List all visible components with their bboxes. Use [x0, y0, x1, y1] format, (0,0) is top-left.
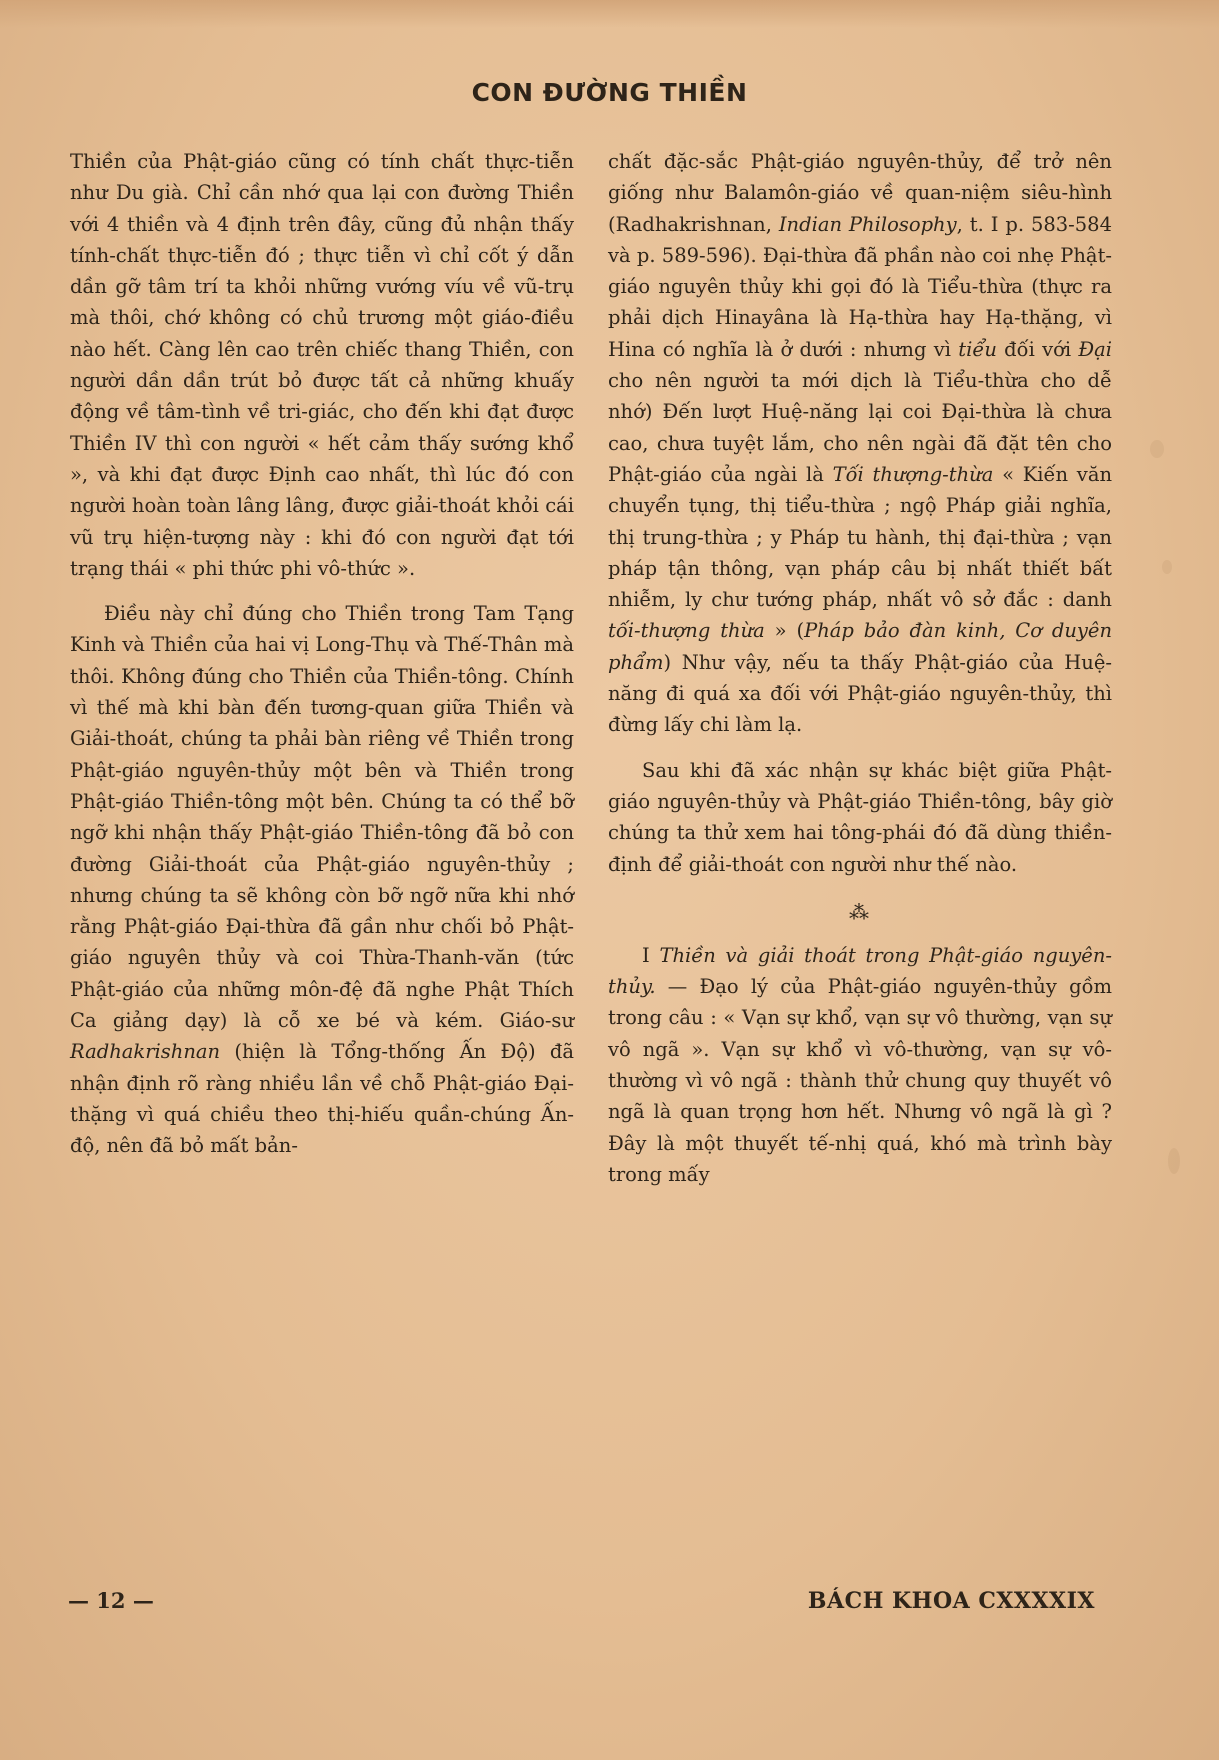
text-run: « Kiến văn chuyển tụng, thị tiểu-thừa ; ngộ Pháp giải nghĩa, thị trung-thừa ; y Pháp tu hành, thị đại-thừa ; vạn pháp tận thông, vạn pháp câu bị nhất thiết bất nhiễm, ly chư tướng pháp, nhất vô sở đắc : danh	[608, 462, 1112, 612]
emphasis: tối-thượng thừa	[608, 619, 765, 643]
paper-stain	[1150, 440, 1164, 458]
text-run: Điều này chỉ đúng cho Thiền trong Tam Tạng Kinh và Thiền của hai vị Long-Thụ và Thế-Thân mà thôi. Không đúng cho Thiền của Thiền-tông. Chính vì thế mà khi bàn đến tương-quan giữa Thiền và Giải-thoát, chúng ta phải bàn riêng về Thiền trong Phật-giáo nguyên-thủy một bên và Thiền trong Phật-giáo Thiền-tông một bên. Chúng ta có thể bỡ ngỡ khi nhận thấy Phật-giáo Thiền-tông đã bỏ con đường Giải-thoát của Phật-giáo nguyên-thủy ; nhưng chúng ta sẽ không còn bỡ ngỡ nữa khi nhớ rằng Phật-giáo Đại-thừa đã gần như chối bỏ Phật-giáo nguyên thủy và coi Thừa-Thanh-văn (tức Phật-giáo của những môn-đệ đã nghe Phật Thích Ca giảng dạy) là cỗ xe bé và kém. Giáo-sư	[70, 602, 574, 1033]
section-title: Thiền và giải thoát trong Phật-giáo nguyên-thủy.	[608, 943, 1112, 999]
emphasis: tiểu	[958, 337, 997, 361]
section-paragraph	[608, 940, 1112, 1190]
section-number: I	[642, 943, 650, 967]
emphasis: Đại	[1078, 337, 1112, 361]
paper-stain	[1162, 560, 1172, 574]
text-run: — Đạo lý của Phật-giáo nguyên-thủy gồm trong câu : « Vạn sự khổ, vạn sự vô thường, vạn sự vô ngã ». Vạn sự khổ vì vô-thường, vạn sự vô-thường vì vô ngã : thành thử chung quy thuyết vô ngã là quan trọng hơn hết. Nhưng vô ngã là gì ? Đây là một thuyết tế-nhị quá, khó mà trình bày trong mấy	[608, 975, 1112, 1186]
source-citation: Pháp bảo đàn kinh, Cơ duyên phẩm	[608, 619, 1113, 674]
text-run: » (	[764, 619, 805, 643]
right-column	[608, 146, 1112, 1190]
left-column	[70, 146, 574, 1162]
journal-issue: BÁCH KHOA CXXXXIX	[807, 1588, 1095, 1614]
text-run: chất đặc-sắc Phật-giáo nguyên-thủy, để trở nên giống như Balamôn-giáo về quan-niệm siêu-hình (Radhakrishnan,	[608, 150, 1112, 236]
section-divider: ⁂	[849, 899, 871, 924]
paragraph	[70, 598, 574, 1161]
text-run: đối với	[996, 337, 1079, 361]
paragraph: Thiền của Phật-giáo cũng có tính chất thực-tiễn như Du già. Chỉ cần nhớ qua lại con đường Thiền với 4 thiền và 4 định trên đây, cũng đủ nhận thấy tính-chất thực-tiễn đó ; thực tiễn vì chỉ cốt ý dẫn dần gỡ tâm trí ta khỏi những vướng víu về vũ-trụ mà thôi, chớ không có chủ trương một giáo-điều nào hết. Càng lên cao trên chiếc thang Thiền, con người dần dần trút bỏ được tất cả những khuấy động về tâm-tình về tri-giác, cho đến khi đạt được Thiền IV thì con người « hết cảm thấy sướng khổ », và khi đạt được Định cao nhất, thì lúc đó con người hoàn toàn lâng lâng, được giải-thoát khỏi cái vũ trụ hiện-tượng này : khi đó con người đạt tới trạng thái « phi thức phi vô-thức ».	[70, 150, 574, 580]
paragraph: Sau khi đã xác nhận sự khác biệt giữa Phật-giáo nguyên-thủy và Phật-giáo Thiền-tông, bây giờ chúng ta thử xem hai tông-phái đó đã dùng thiền-định để giải-thoát con người như thế nào.	[608, 758, 1112, 876]
text-run: cho nên người ta mới dịch là Tiểu-thừa cho dễ nhớ) Đến lượt Huệ-năng lại coi Đại-thừa là chưa cao, chưa tuyệt lắm, cho nên ngài đã đặt tên cho Phật-giáo của ngài là	[608, 369, 1112, 486]
running-head: CON ĐƯỜNG THIỀN	[471, 78, 748, 107]
paper-stain	[1168, 1148, 1180, 1174]
text-run: , t. I p. 583-584 và p. 589-596). Đại-thừa đã phần nào coi nhẹ Phật-giáo nguyên thủy khi gọi đó là Tiểu-thừa (thực ra phải dịch Hinayâna là Hạ-thừa hay Hạ-thặng, vì Hina có nghĩa là ở dưới : nhưng vì	[608, 212, 1112, 361]
book-title: Indian Philosophy	[778, 212, 957, 236]
paragraph	[608, 146, 1112, 741]
text-run: ) Như vậy, nếu ta thấy Phật-giáo của Huệ-năng đi quá xa đối với Phật-giáo nguyên-thủy, thì đừng lấy chi làm lạ.	[608, 650, 1112, 737]
page-edge-shadow	[0, 0, 1219, 28]
emphasis: Tối thượng-thừa	[832, 462, 994, 486]
person-name: Radhakrishnan	[70, 1040, 221, 1064]
text-run: (hiện là Tổng-thống Ấn Độ) đã nhận định rõ ràng nhiều lần về chỗ Phật-giáo Đại-thặng vì quá chiều theo thị-hiếu quần-chúng Ấn-độ, nên đã bỏ mất bản-	[70, 1040, 574, 1158]
page-number: — 12 —	[68, 1588, 154, 1613]
